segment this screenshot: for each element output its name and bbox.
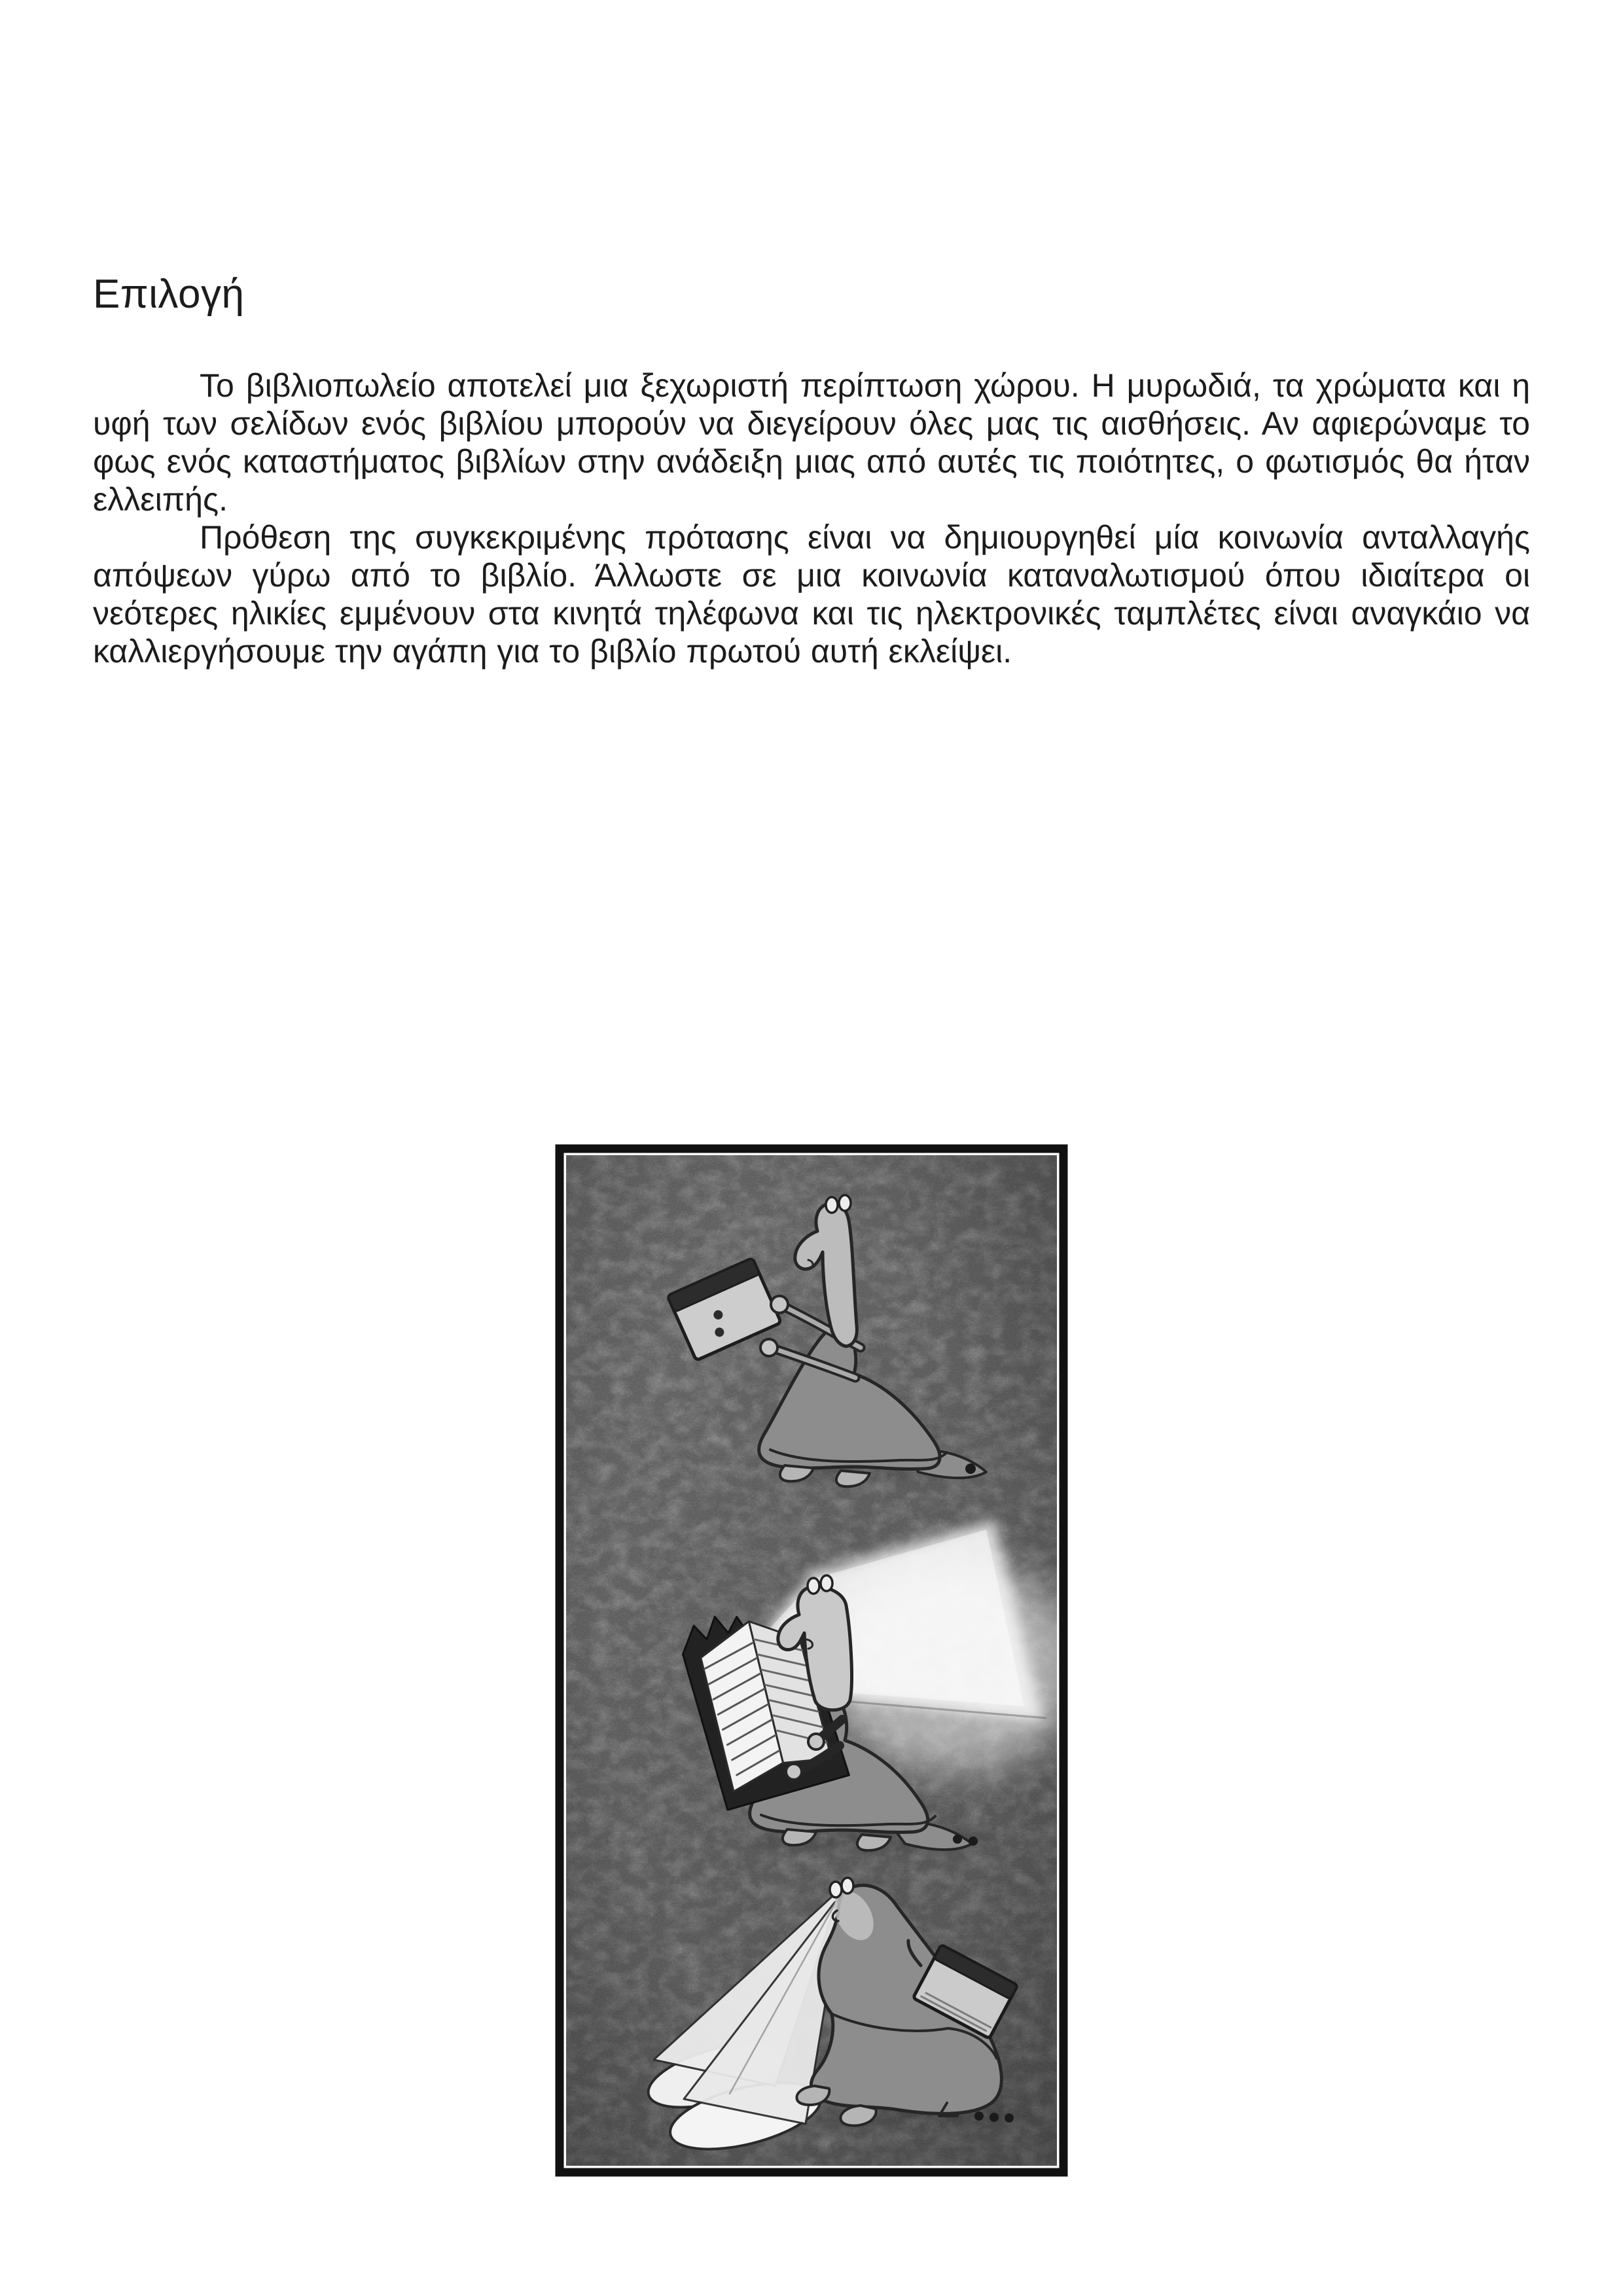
paragraph-bookshop: Το βιβλιοπωλείο αποτελεί μια ξεχωριστή περίπτωση χώρου. Η μυρωδιά, τα χρώματα και η υφή των σελίδων ενός βιβλίου μπορούν να διεγείρουν όλες μας τις αισθήσεις. Αν αφιερώναμε το φως ενός καταστήματος βιβλίων στην ανάδειξη μιας από αυτές τις ποιότητες, ο φωτισμός θα ήταν ελλειπής. (93, 367, 1530, 518)
panel-3-dot (1005, 2113, 1014, 2123)
panel-1-hand (760, 1339, 777, 1356)
panel-2-hand (786, 1764, 802, 1780)
panel-1-hand (771, 1296, 788, 1313)
panel-1-eye (826, 1197, 838, 1213)
panel-3-eye (830, 1882, 842, 1897)
panel-2-dot (953, 1835, 962, 1844)
cartoon-illustration (554, 1143, 1069, 2178)
panel-2-eye (821, 1575, 832, 1591)
panel-2-dot (969, 1837, 978, 1846)
panel-3-dot (990, 2113, 999, 2122)
panel-2-eye (808, 1578, 819, 1594)
page-title: Επιλογή (93, 272, 245, 317)
paragraph-proposal: Πρόθεση της συγκεκριμένης πρότασης είναι να δημιουργηθεί μία κοινωνία ανταλλαγής απόψεων γύρω από το βιβλίο. Άλλωστε σε μια κοινωνία καταναλωτισμού όπου ιδιαίτερα οι νεότερες ηλικίες εμμένουν στα κινητά τηλέφωνα και τις ηλεκτρονικές ταμπλέτες είναι αναγκάιο να καλλιεργήσουμε την αγάπη για το βιβλίο πρωτού αυτή εκλείψει. (93, 519, 1530, 670)
cartoon-background (566, 1155, 1069, 2166)
panel-2-hand (808, 1734, 824, 1749)
panel-1-eye (839, 1195, 851, 1211)
panel-3-eye (842, 1878, 853, 1893)
cartoon-figure (554, 1143, 1069, 2178)
panel-3-dot (974, 2111, 984, 2121)
panel-1-dot (965, 1463, 976, 1474)
